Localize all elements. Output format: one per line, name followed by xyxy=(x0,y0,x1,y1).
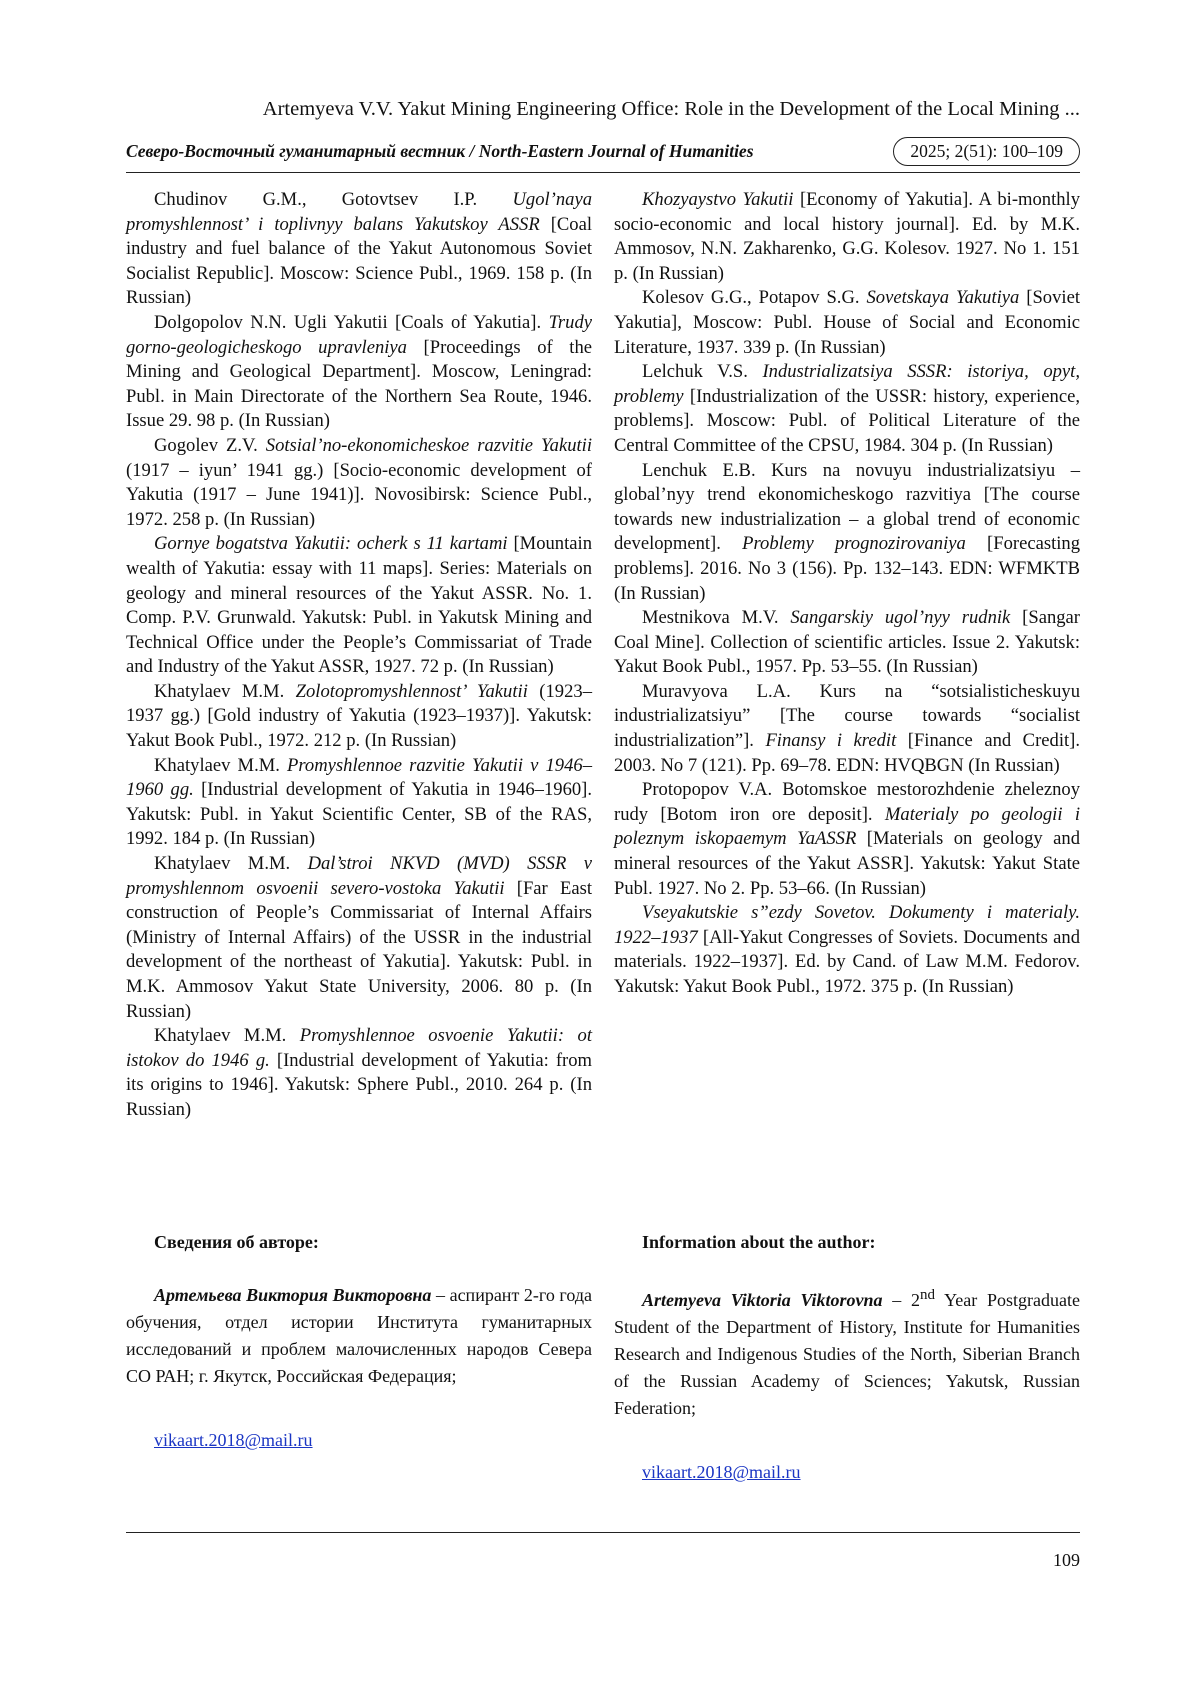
reference-item: Kolesov G.G., Potapov S.G. Sovetskaya Yakutiya [Soviet Yakutia], Moscow: Publ. House of Social and Economic Literature, 1937. 339 p. (In Russian) xyxy=(614,287,1080,358)
issue-badge: 2025; 2(51): 100–109 xyxy=(893,137,1080,166)
journal-line xyxy=(126,134,1080,168)
reference-item: Gogolev Z.V. Sotsial’no-ekonomicheskoe razvitie Yakutii (1917 – iyun’ 1941 gg.) [Socio-economic development of Yakutia (1917 – June 1941)]. Novosibirsk: Science Publ., 1972. 258 p. (In Russian) xyxy=(126,434,592,530)
author-bio-ru: Артемьева Виктория Викторовна – аспирант 2-го года обучения, отдел истории Института гуманитарных исследований и проблем малочисленных народов Севера СО РАН; г. Якутск, Российская Федерация; xyxy=(126,1285,592,1386)
reference-item: Khatylaev M.M. Zolotopromyshlennost’ Yakutii (1923–1937 gg.) [Gold industry of Yakutia (1923–1937)]. Yakutsk: Yakut Book Publ., 1972. 212 p. (In Russian) xyxy=(126,680,592,752)
reference-item: Protopopov V.A. Botomskoe mestorozhdenie zheleznoy rudy [Botom iron ore deposit]. Materialy po geologii i poleznym iskopaemym YaASSR [Materials on geology and mineral resources of the Yakut ASSR]. Yakutsk: Yakut State Publ. 1927. No 2. Pp. 53–66. (In Russian) xyxy=(614,779,1081,899)
author-info-ru xyxy=(126,1230,592,1451)
reference-item: Khozyaystvo Yakutii [Economy of Yakutia]. A bi-monthly socio-economic and local history journal]. Ed. by M.K. Ammosov, N.N. Zakharenko, G.G. Kolesov. 1927. No 1. 151 p. (In Russian) xyxy=(614,189,1080,284)
reference-item: Chudinov G.M., Gotovtsev I.P. Ugol’naya promyshlennost’ i toplivnyy balans Yakutskoy ASSR [Coal industry and fuel balance of the Yakut Autonomous Soviet Socialist Republic]. Moscow: Science Publ., 1969. 158 p. (In Russian) xyxy=(126,189,592,309)
footer-divider xyxy=(126,1532,1080,1533)
author-heading-ru: Сведения об авторе: xyxy=(154,1232,319,1252)
reference-item: Khatylaev M.M. Promyshlennoe razvitie Yakutii v 1946–1960 gg. [Industrial development of Yakutia in 1946–1960]. Yakutsk: Publ. in Yakut Scientific Center, SB of the RAS, 1992. 184 p. (In Russian) xyxy=(126,754,593,850)
references-right-column xyxy=(614,188,1080,1000)
header-divider xyxy=(126,172,1080,173)
reference-item: Khatylaev M.M. Dal’stroi NKVD (MVD) SSSR v promyshlennom osvoenii severo-vostoka Yakutii [Far East construction of People’s Commissariat of Internal Affairs (Ministry of Internal Affairs) of the USSR in the industrial development of the northeast of Yakutia]. Yakutsk: Publ. in M.K. Ammosov Yakut State University, 2006. 80 p. (In Russian) xyxy=(126,853,592,1022)
reference-item: Khatylaev M.M. Promyshlennoe osvoenie Yakutii: ot istokov do 1946 g. [Industrial development of Yakutia: from its origins to 1946]. Yakutsk: Sphere Publ., 2010. 264 p. (In Russian) xyxy=(126,1025,593,1120)
running-title: Artemyeva V.V. Yakut Mining Engineering Office: Role in the Development of the Local Mining ... xyxy=(262,98,1080,120)
reference-item: Lenchuk E.B. Kurs na novuyu industrializatsiyu – global’nyy trend ekonomicheskogo razvitiya [The course towards new industrialization – a global trend of economic development]. Problemy prognozirovaniya [Forecasting problems]. 2016. No 3 (156). Pp. 132–143. EDN: WFMKTB (In Russian) xyxy=(614,459,1080,604)
reference-item: Vseyakutskie s”ezdy Sovetov. Dokumenty i materialy. 1922–1937 [All-Yakut Congresses of Soviets. Documents and materials. 1922–1937]. Ed. by Cand. of Law M.M. Fedorov. Yakutsk: Yakut Book Publ., 1972. 375 p. (In Russian) xyxy=(614,902,1080,997)
journal-name: Северо-Восточный гуманитарный вестник / North-Eastern Journal of Humanities xyxy=(126,140,754,161)
reference-item: Gornye bogatstva Yakutii: ocherk s 11 kartami [Mountain wealth of Yakutia: essay with 11 maps]. Series: Materials on geology and mineral resources of the Yakut ASSR. No. 1. Comp. P.V. Grunwald. Yakutsk: Publ. in Yakutsk Mining and Technical Office under the People’s Commissariat of Trade and Industry of the Yakut ASSR, 1927. 72 p. (In Russian) xyxy=(126,533,592,678)
author-email-link-en[interactable]: vikaart.2018@mail.ru xyxy=(642,1462,801,1482)
reference-item: Dolgopolov N.N. Ugli Yakutii [Coals of Yakutia]. Trudy gorno-geologicheskogo upravleniya [Proceedings of the Mining and Geological Department]. Moscow, Leningrad: Publ. in Main Directorate of the Northern Sea Route, 1946. Issue 29. 98 p. (In Russian) xyxy=(126,311,592,432)
author-name-en: Artemyeva Viktoria Viktorovna xyxy=(642,1290,883,1310)
author-email-link-ru[interactable]: vikaart.2018@mail.ru xyxy=(154,1430,313,1450)
page-number: 109 xyxy=(1053,1550,1080,1570)
author-name-ru: Артемьева Виктория Викторовна xyxy=(154,1285,432,1305)
reference-item: Mestnikova M.V. Sangarskiy ugol’nyy rudnik [Sangar Coal Mine]. Collection of scientific articles. Issue 2. Yakutsk: Yakut Book Publ., 1957. Pp. 53–55. (In Russian) xyxy=(614,607,1080,678)
author-info-en xyxy=(614,1230,1080,1483)
reference-item: Lelchuk V.S. Industrializatsiya SSSR: istoriya, opyt, problemy [Industrialization of the USSR: history, experience, problems]. Moscow: Publ. of Political Literature of the Central Committee of the CPSU, 1984. 304 p. (In Russian) xyxy=(614,361,1080,456)
author-heading-en: Information about the author: xyxy=(642,1232,876,1252)
reference-item: Muravyova L.A. Kurs na “sotsialisticheskuyu industrializatsiyu” [The course towards “socialist industrialization”]. Finansy i kredit [Finance and Credit]. 2003. No 7 (121). Pp. 69–78. EDN: HVQBGN (In Russian) xyxy=(614,680,1080,776)
references-left-column xyxy=(126,188,592,1123)
author-bio-en: Artemyeva Viktoria Viktorovna – 2nd Year Postgraduate Student of the Department of History, Institute for Humanities Research and Indigenous Studies of the North, Siberian Branch of the Russian Academy of Sciences; Yakutsk, Russian Federation; xyxy=(614,1287,1080,1418)
